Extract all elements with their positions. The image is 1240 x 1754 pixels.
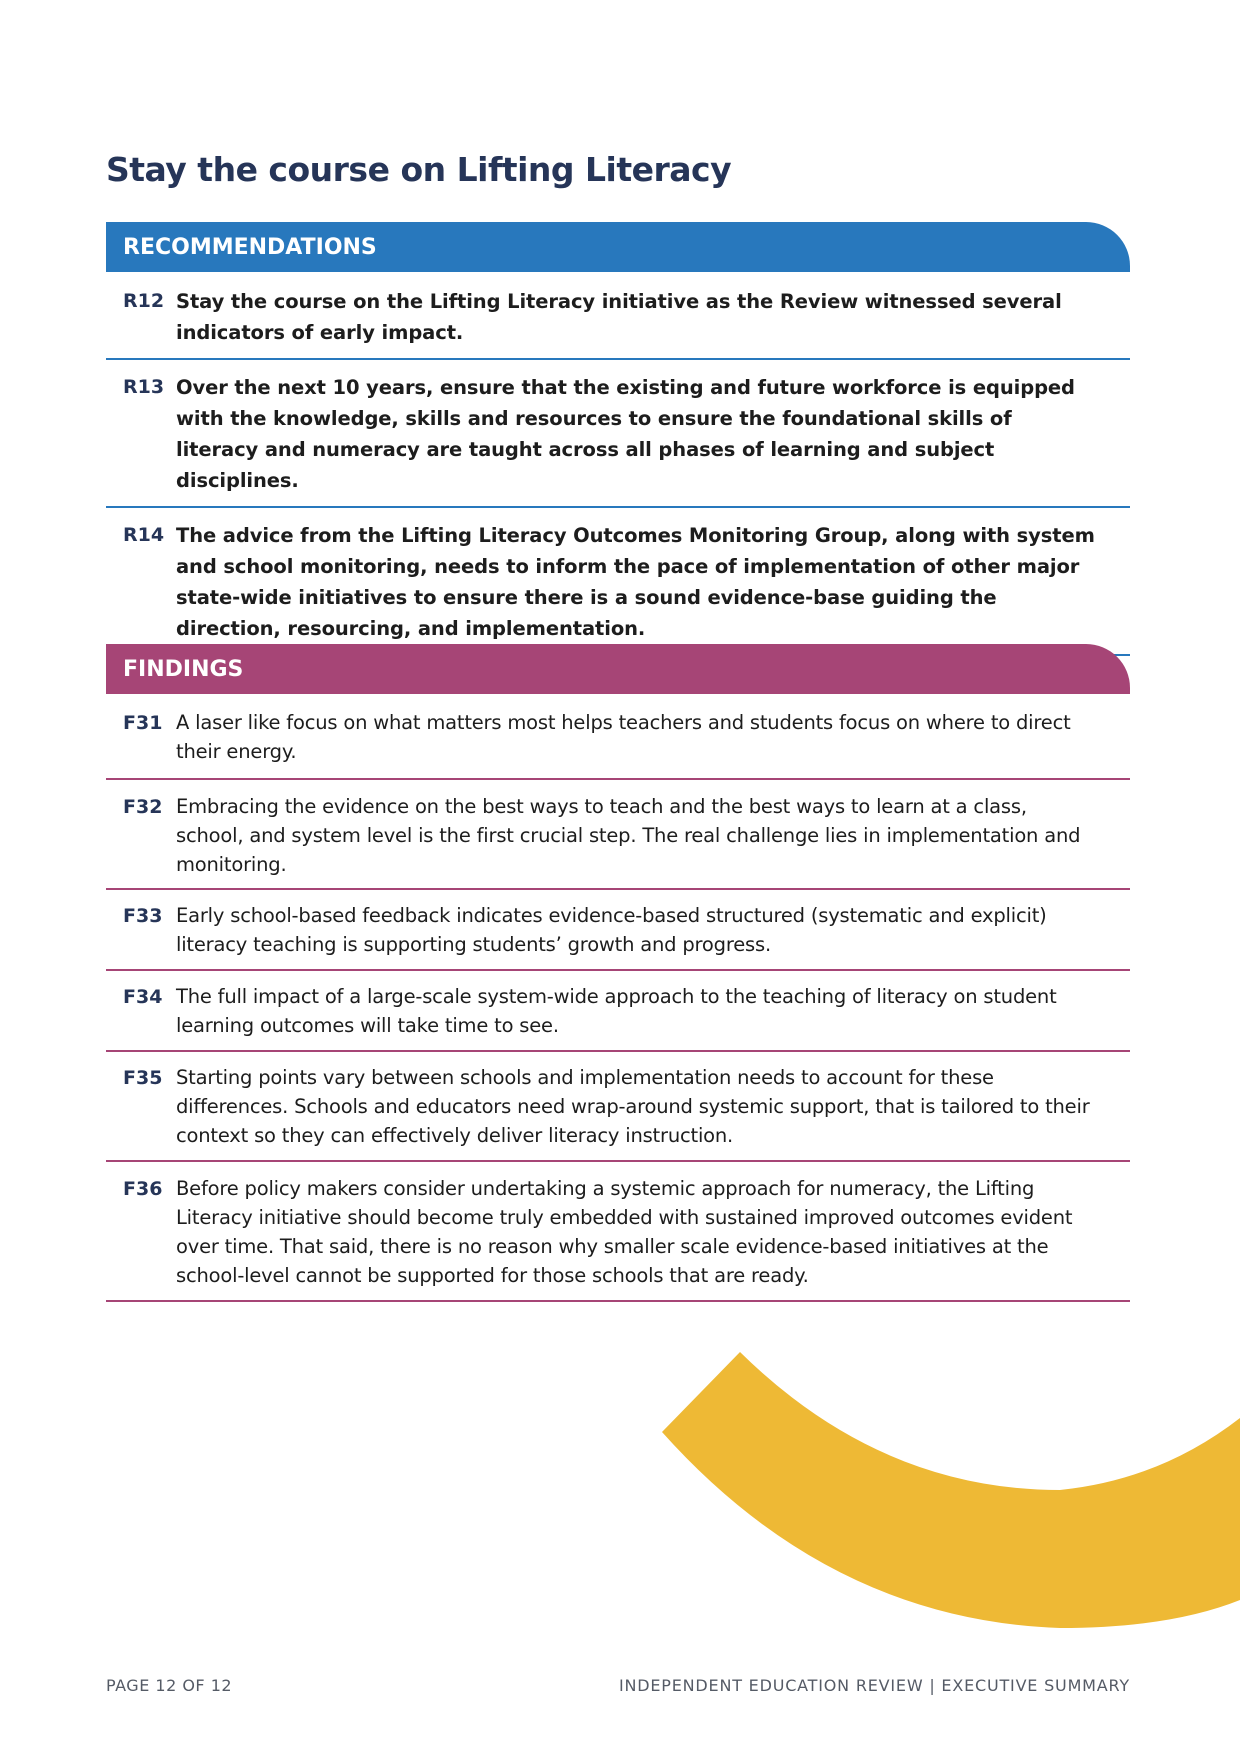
recommendation-code: R13 xyxy=(123,376,165,398)
finding-text: Before policy makers consider undertaking a systemic approach for numeracy, the Lifting Literacy initiative should become truly embedded with sustained improved outcomes evident over time. That said, there is no reason why smaller scale evidence-based initiatives at the school-level cannot be supported for those schools that are ready. xyxy=(176,1177,1073,1287)
recommendation-text: The advice from the Lifting Literacy Outcomes Monitoring Group, along with system and school monitoring, needs to inform the pace of implementation of other major state-wide initiatives to ensure there is a sound evidence-base guiding the direction, resourcing, and implementation. xyxy=(176,524,1095,640)
finding-text: Early school-based feedback indicates evidence-based structured (systematic and explicit) literacy teaching is supporting students’ growth and progress. xyxy=(176,904,1047,956)
footer-page-label: PAGE 12 OF 12 xyxy=(106,1676,233,1695)
finding-text: A laser like focus on what matters most helps teachers and students focus on where to direct their energy. xyxy=(176,711,1071,763)
finding-code: F34 xyxy=(123,986,163,1008)
decorative-arc-shape xyxy=(662,1352,1240,1628)
finding-code: F31 xyxy=(123,712,163,734)
recommendation-code: R14 xyxy=(123,524,165,546)
recommendation-text: Stay the course on the Lifting Literacy initiative as the Review witnessed several indicators of early impact. xyxy=(176,290,1062,344)
recommendation-code: R12 xyxy=(123,290,165,312)
finding-code: F33 xyxy=(123,905,163,927)
finding-text: Embracing the evidence on the best ways to teach and the best ways to learn at a class, school, and system level is the first crucial step. The real challenge lies in implementation and monitoring. xyxy=(176,795,1081,876)
finding-code: F36 xyxy=(123,1178,163,1200)
recommendation-text: Over the next 10 years, ensure that the existing and future workforce is equipped with the knowledge, skills and resources to ensure the foundational skills of literacy and numeracy are taught across all phases of learning and subject disciplines. xyxy=(176,376,1075,492)
footer-doc-label: INDEPENDENT EDUCATION REVIEW | EXECUTIVE SUMMARY xyxy=(618,1676,1130,1695)
finding-text: The full impact of a large-scale system-wide approach to the teaching of literacy on student learning outcomes will take time to see. xyxy=(176,985,1057,1037)
finding-code: F35 xyxy=(123,1067,163,1089)
page-title: Stay the course on Lifting Literacy xyxy=(106,150,732,189)
finding-code: F32 xyxy=(123,796,163,818)
recommendations-header: RECOMMENDATIONS xyxy=(106,222,1130,272)
findings-header: FINDINGS xyxy=(106,644,1130,694)
finding-text: Starting points vary between schools and implementation needs to account for these differences. Schools and educators need wrap-around systemic support, that is tailored to their context so they can effectively deliver literacy instruction. xyxy=(176,1066,1090,1147)
